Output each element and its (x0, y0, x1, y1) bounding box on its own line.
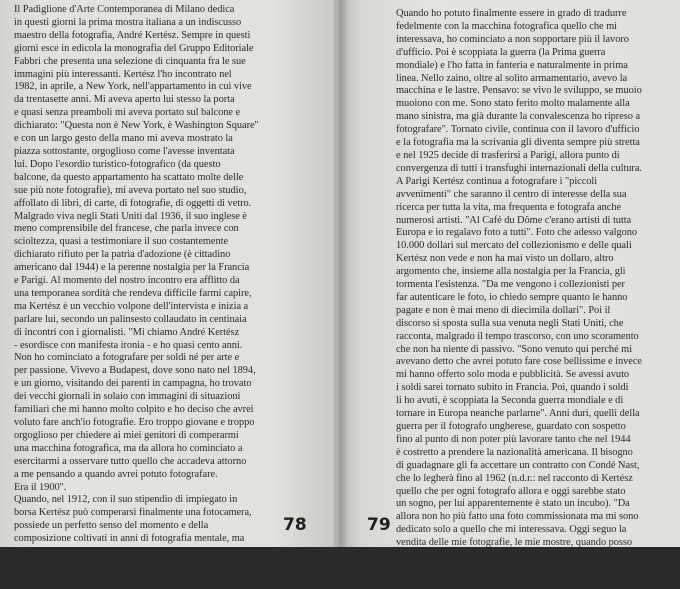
text-line: Fabbri che presenta una selezione di cinquanta fra le sue (14, 55, 246, 67)
text-line: piazza sottostante, orgoglioso come l'avesse inventata (14, 145, 235, 157)
text-line: una temporanea sordità che rendeva difficile farmi capire, (14, 287, 252, 299)
text-line: fotografare". Tornato civile, continua con il lavoro d'ufficio (396, 124, 640, 136)
text-line: dei vecchi giornali in solaio con immagini di situazioni (14, 391, 241, 403)
text-line: pagate e non è mai meno di diecimila dollari". Poi il (396, 304, 611, 316)
text-line: vendita delle mie fotografie, le mie mostre, quando posso (396, 537, 633, 549)
left-page (0, 0, 340, 583)
text-line: affollato di libri, di carte, di fotografie, di oggetti di vetro. (14, 197, 252, 209)
text-line: e quasi senza preamboli mi aveva portato sul balcone e (14, 107, 241, 119)
text-line: parlare lui, secondo un palinsesto collaudato in centinaia (14, 313, 247, 325)
text-line: linea. Nello zaino, oltre al solito armamentario, avevo la (396, 72, 628, 84)
text-line: d'ufficio. Poi è scoppiata la guerra (la Prima guerra (396, 46, 606, 58)
text-line: non solo tecnicamente ma anche dal punto di vista ottico (14, 558, 247, 570)
text-line: li ho avuti, è scoppiata la Seconda guerra mondiale e di (396, 395, 624, 407)
right-page (340, 0, 680, 587)
text-line: faccio dei libri. Vorrei tornare a Parigi: là mi aspettano (396, 550, 620, 562)
text-line: balcone, da questo appartamento ha scattato molte delle (14, 171, 244, 183)
left-page-text (14, 4, 326, 585)
text-line: Era il 1900". (14, 481, 67, 493)
text-line: Kertész non vede e non ha mai visto un dollaro, altro (396, 253, 614, 265)
text-line: e con un largo gesto della mano mi aveva mostrato la (14, 133, 233, 145)
text-line: di guadagnare gli fa accettare un contratto con Condé Nast, (396, 459, 640, 471)
text-line: immagini più interessanti. Kertész l'ho incontrato nel (14, 68, 232, 80)
text-line: tornare in Europa neanche parlarne". Anni duri, quelli della (396, 408, 640, 420)
text-line: e nel 1925 decide di trasferirsi a Parigi, allora punto di (396, 149, 620, 161)
text-line: maestro della fotografia, André Kertész. Sempre in questi (14, 29, 251, 41)
text-line: orgoglioso per chiedere ai miei genitori di comperarmi (14, 429, 239, 441)
text-line: scioltezza, quasi a testimoniare il suo costantemente (14, 236, 229, 248)
text-line: Malgrado viva negli Stati Uniti dal 1936, il suo inglese è (14, 210, 247, 222)
text-line: guerra per il fotografo ungherese, guardato con sospetto (396, 421, 626, 432)
text-line: i soldi sarei tornato subito in Francia. Poi, quando i soldi (396, 382, 629, 394)
text-line: che lo legherà fino al 1962 (n.d.r.: nel racconto di Kertész (396, 472, 633, 484)
text-line: mano sinistra, ma già durante la convalescenza ho ripreso a (396, 111, 641, 123)
text-line: sue più note fotografie), mi aveva portato nel suo studio, (14, 184, 247, 196)
text-line: 10.000 dollari sul mercato del collezionismo e delle quali (396, 240, 632, 252)
text-line: - esordisce con manifesta ironia - e ho quasi cento anni. (14, 339, 243, 351)
text-line: dichiarato rifiuto per la patria d'adozione (è cittadino (14, 249, 231, 261)
text-line: che non ha niente di passivo. "Sono venuto qui perché mi (396, 343, 633, 355)
text-line: possiede un perfetto senso del momento e della (14, 520, 209, 532)
text-line: quello che per ogni fotografo allora e oggi sarebbe stato (396, 485, 626, 497)
page-number-right: 79 (367, 515, 391, 535)
text-line: nessuna conoscenza tecnica. "Imparavo di errore in errore, (14, 546, 255, 558)
text-line: e la fotografia ma la scrivania gli diventa sempre più stretta (396, 137, 640, 149)
text-line: tormenta l'esistenza. "Da me vengono i collezionisti per (396, 279, 625, 291)
text-line: Il Padiglione d'Arte Contemporanea di Milano dedica (14, 4, 235, 15)
text-line: voluto fare anch'io fotografie. Ero troppo giovane e troppo (14, 417, 255, 428)
text-line: far autenticare le foto, io chiedo sempre quanto le hanno (396, 291, 628, 303)
text-line: argomento che, insieme alla nostalgia per la Francia, gli (396, 266, 626, 278)
text-line: Quando, nel 1912, con il suo stipendio di impiegato in (14, 494, 238, 506)
text-line: americano dal 1944) e la perenne nostalgia per la Francia (14, 262, 250, 274)
text-line: Quando ho potuto finalmente essere in grado di tradurre (396, 8, 627, 19)
text-line: discorso si sposta sulla sua venuta negli Stati Uniti, che (396, 317, 624, 329)
text-line: a me pensando a quando avrei potuto fotografare. (14, 468, 218, 480)
text-line: dichiarato: "Questa non è New York, è Washington Square" (14, 120, 259, 132)
text-line: e un giorno, visitando dei parenti in campagna, ho trovato (14, 378, 252, 390)
text-line: convergenza di tutti i transfughi internazionali della cultura. (396, 162, 642, 174)
text-line: macchina e le lastre. Pensavo: se vivo le sviluppo, se muoio (396, 85, 642, 97)
text-line: fino al punto di non poter più lavorare tanto che nel 1944 (396, 433, 631, 445)
text-line: dedicato solo a quello che mi interessava. Oggi seguo la (396, 524, 627, 536)
text-line: A Parigi Kertész continua a fotografare i "piccoli (396, 175, 598, 187)
text-line: composizione coltivati in anni di fotografia mentale, ma (14, 533, 245, 545)
text-line: avevano detto che avrei potuto fare cose bellissime e invece (396, 356, 642, 368)
text-line: Europa e io regalavo foto a tutti". Foto che adesso valgono (396, 227, 638, 239)
text-line: una macchina fotografica, ma da allora ho cominciato a (14, 442, 243, 454)
text-line: esercitarmi a osservare tutto quello che accadeva attorno (14, 455, 247, 467)
text-line: in questi giorni la prima mostra italiana a un indiscusso (14, 16, 242, 28)
text-line: borsa Kertész può comperarsi finalmente una fotocamera, (14, 507, 252, 519)
right-page-text (396, 8, 674, 589)
text-line: mondiale) e l'ho fatta in fanteria e naturalmente in prima (396, 59, 628, 71)
text-line: mi hanno offerto solo moda e pubblicità. Se avessi avuto (396, 369, 630, 381)
text-line: interessava, ho cominciato a non sopportare più il lavoro (396, 33, 629, 45)
text-line: racconta, malgrado il tempo trascorso, con uno scoramento (396, 330, 639, 342)
text-line: avvenimenti" che saranno il centro di interesse della sua (396, 188, 627, 200)
text-line: 1982, in aprile, a New York, nell'appartamento in cui vive (14, 81, 252, 93)
text-line: fedelmente con la macchina fotografica quello che mi (396, 20, 617, 32)
text-line: gli amici, ma là nessuno compera fotografie e io mi devo (396, 562, 631, 574)
text-line: muoiono con me. Sono stato ferito molto malamente alla (396, 98, 630, 110)
book-gutter (332, 0, 348, 547)
page-number-left: 78 (283, 515, 307, 535)
text-line: Non ho cominciato a fotografare per soldi né per arte e (14, 352, 240, 364)
text-line: un sogno, per lui apparentemente è stato un incubo). "Da (396, 498, 630, 510)
text-line: lui. Dopo l'esordio turistico-fotografico (da questo (14, 158, 221, 170)
text-line: giorni esce in edicola la monografia del Gruppo Editoriale (14, 42, 254, 54)
text-line: da trentasette anni. Mi aveva aperto lui stesso la porta (14, 94, 235, 106)
text-line: per passione. Vivevo a Budapest, dove sono nato nel 1894, (14, 365, 256, 377)
text-line: allora non ho più fatto una foto commissionata ma mi sono (396, 511, 639, 523)
text-line: numerosi artisti. "Al Café du Dôme c'erano artisti di tutta (396, 214, 632, 226)
text-line: di incontri con i giornalisti. "Mi chiamo André Kertész (14, 326, 240, 338)
text-line: meno comprensibile del francese, che parla invece con (14, 223, 239, 235)
text-line: ricerca per tutta la vita, ma frequenta e fotografa anche (396, 201, 622, 213)
text-line: e immaginativo, seguendo un corso di autoeducazione. (14, 571, 240, 583)
text-line: guadagnare da vivere". (396, 575, 491, 587)
text-line: familiari che mi hanno molto colpito e ho deciso che avrei (14, 404, 254, 416)
text-line: ma Kertész è un vecchio volpone dell'intervista e inizia a (14, 300, 249, 312)
text-line: è costretto a prendere la nazionalità americana. Il bisogno (396, 446, 633, 458)
text-line: e Parigi. Al momento del nostro incontro era afflitto da (14, 275, 240, 287)
